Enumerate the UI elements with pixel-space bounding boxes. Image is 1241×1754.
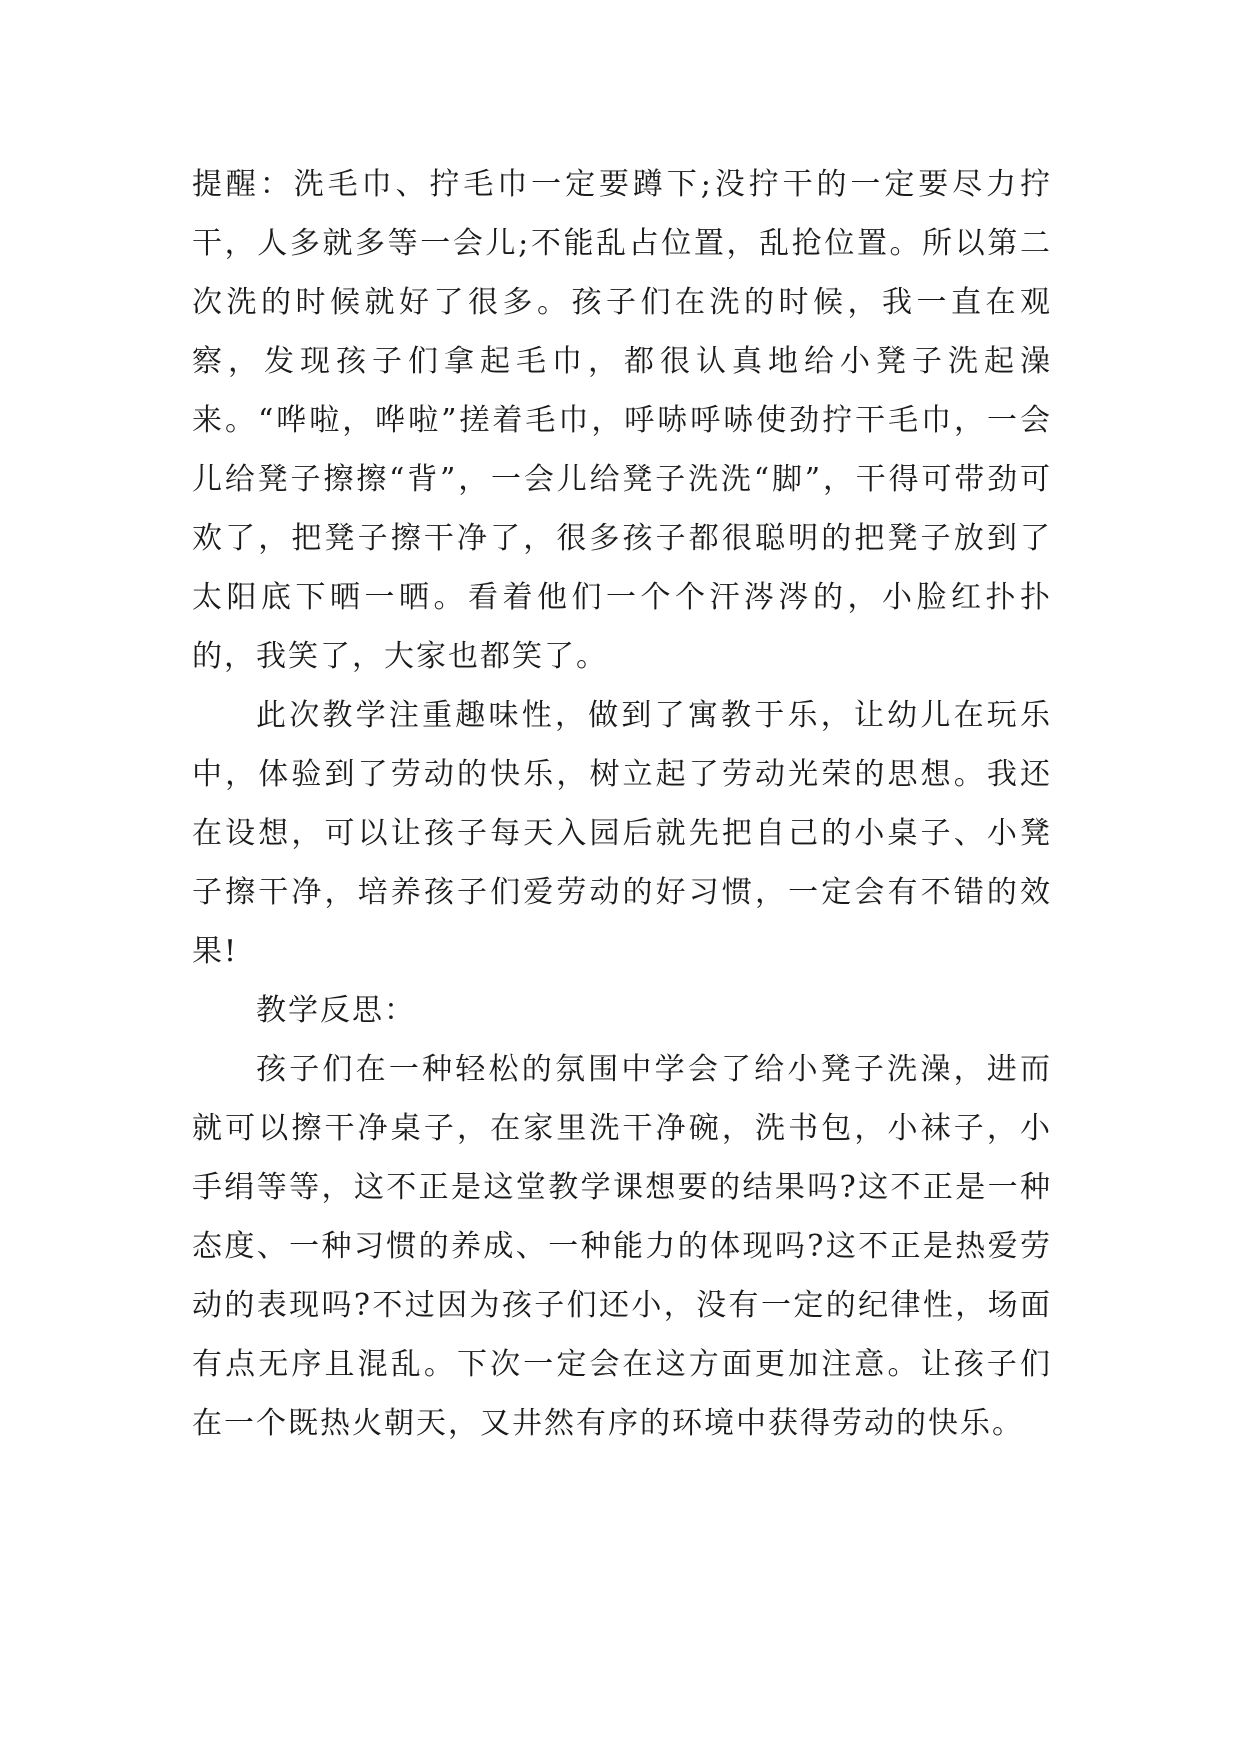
paragraph-teaching-summary: 此次教学注重趣味性，做到了寓教于乐，让幼儿在玩乐中，体验到了劳动的快乐，树立起了劳动光荣的思想。我还在设想，可以让孩子每天入园后就先把自己的小桌子、小凳子擦干净，培养孩子们爱劳动的好习惯，一定会有不错的效果!	[192, 698, 1052, 969]
paragraph-reflection: 孩子们在一种轻松的氛围中学会了给小凳子洗澡，进而就可以擦干净桌子，在家里洗干净碗，洗书包，小袜子，小手绢等等，这不正是这堂教学课想要的结果吗?这不正是一种态度、一种习惯的养成、一种能力的体现吗?这不正是热爱劳动的表现吗?不过因为孩子们还小，没有一定的纪律性，场面有点无序且混乱。下次一定会在这方面更加注意。让孩子们在一个既热火朝天，又井然有序的环境中获得劳动的快乐。	[192, 1052, 1052, 1441]
document-body	[192, 155, 1052, 1453]
paragraph-reminder: 提醒：洗毛巾、拧毛巾一定要蹲下;没拧干的一定要尽力拧干，人多就多等一会儿;不能乱占位置，乱抢位置。所以第二次洗的时候就好了很多。孩子们在洗的时候，我一直在观察，发现孩子们拿起毛巾，都很认真地给小凳子洗起澡来。“哗啦，哗啦”搓着毛巾，呼哧呼哧使劲拧干毛巾，一会儿给凳子擦擦“背”，一会儿给凳子洗洗“脚”，干得可带劲可欢了，把凳子擦干净了，很多孩子都很聪明的把凳子放到了太阳底下晒一晒。看着他们一个个汗涔涔的，小脸红扑扑的，我笑了，大家也都笑了。	[192, 167, 1052, 674]
section-heading-reflection: 教学反思：	[256, 993, 416, 1028]
